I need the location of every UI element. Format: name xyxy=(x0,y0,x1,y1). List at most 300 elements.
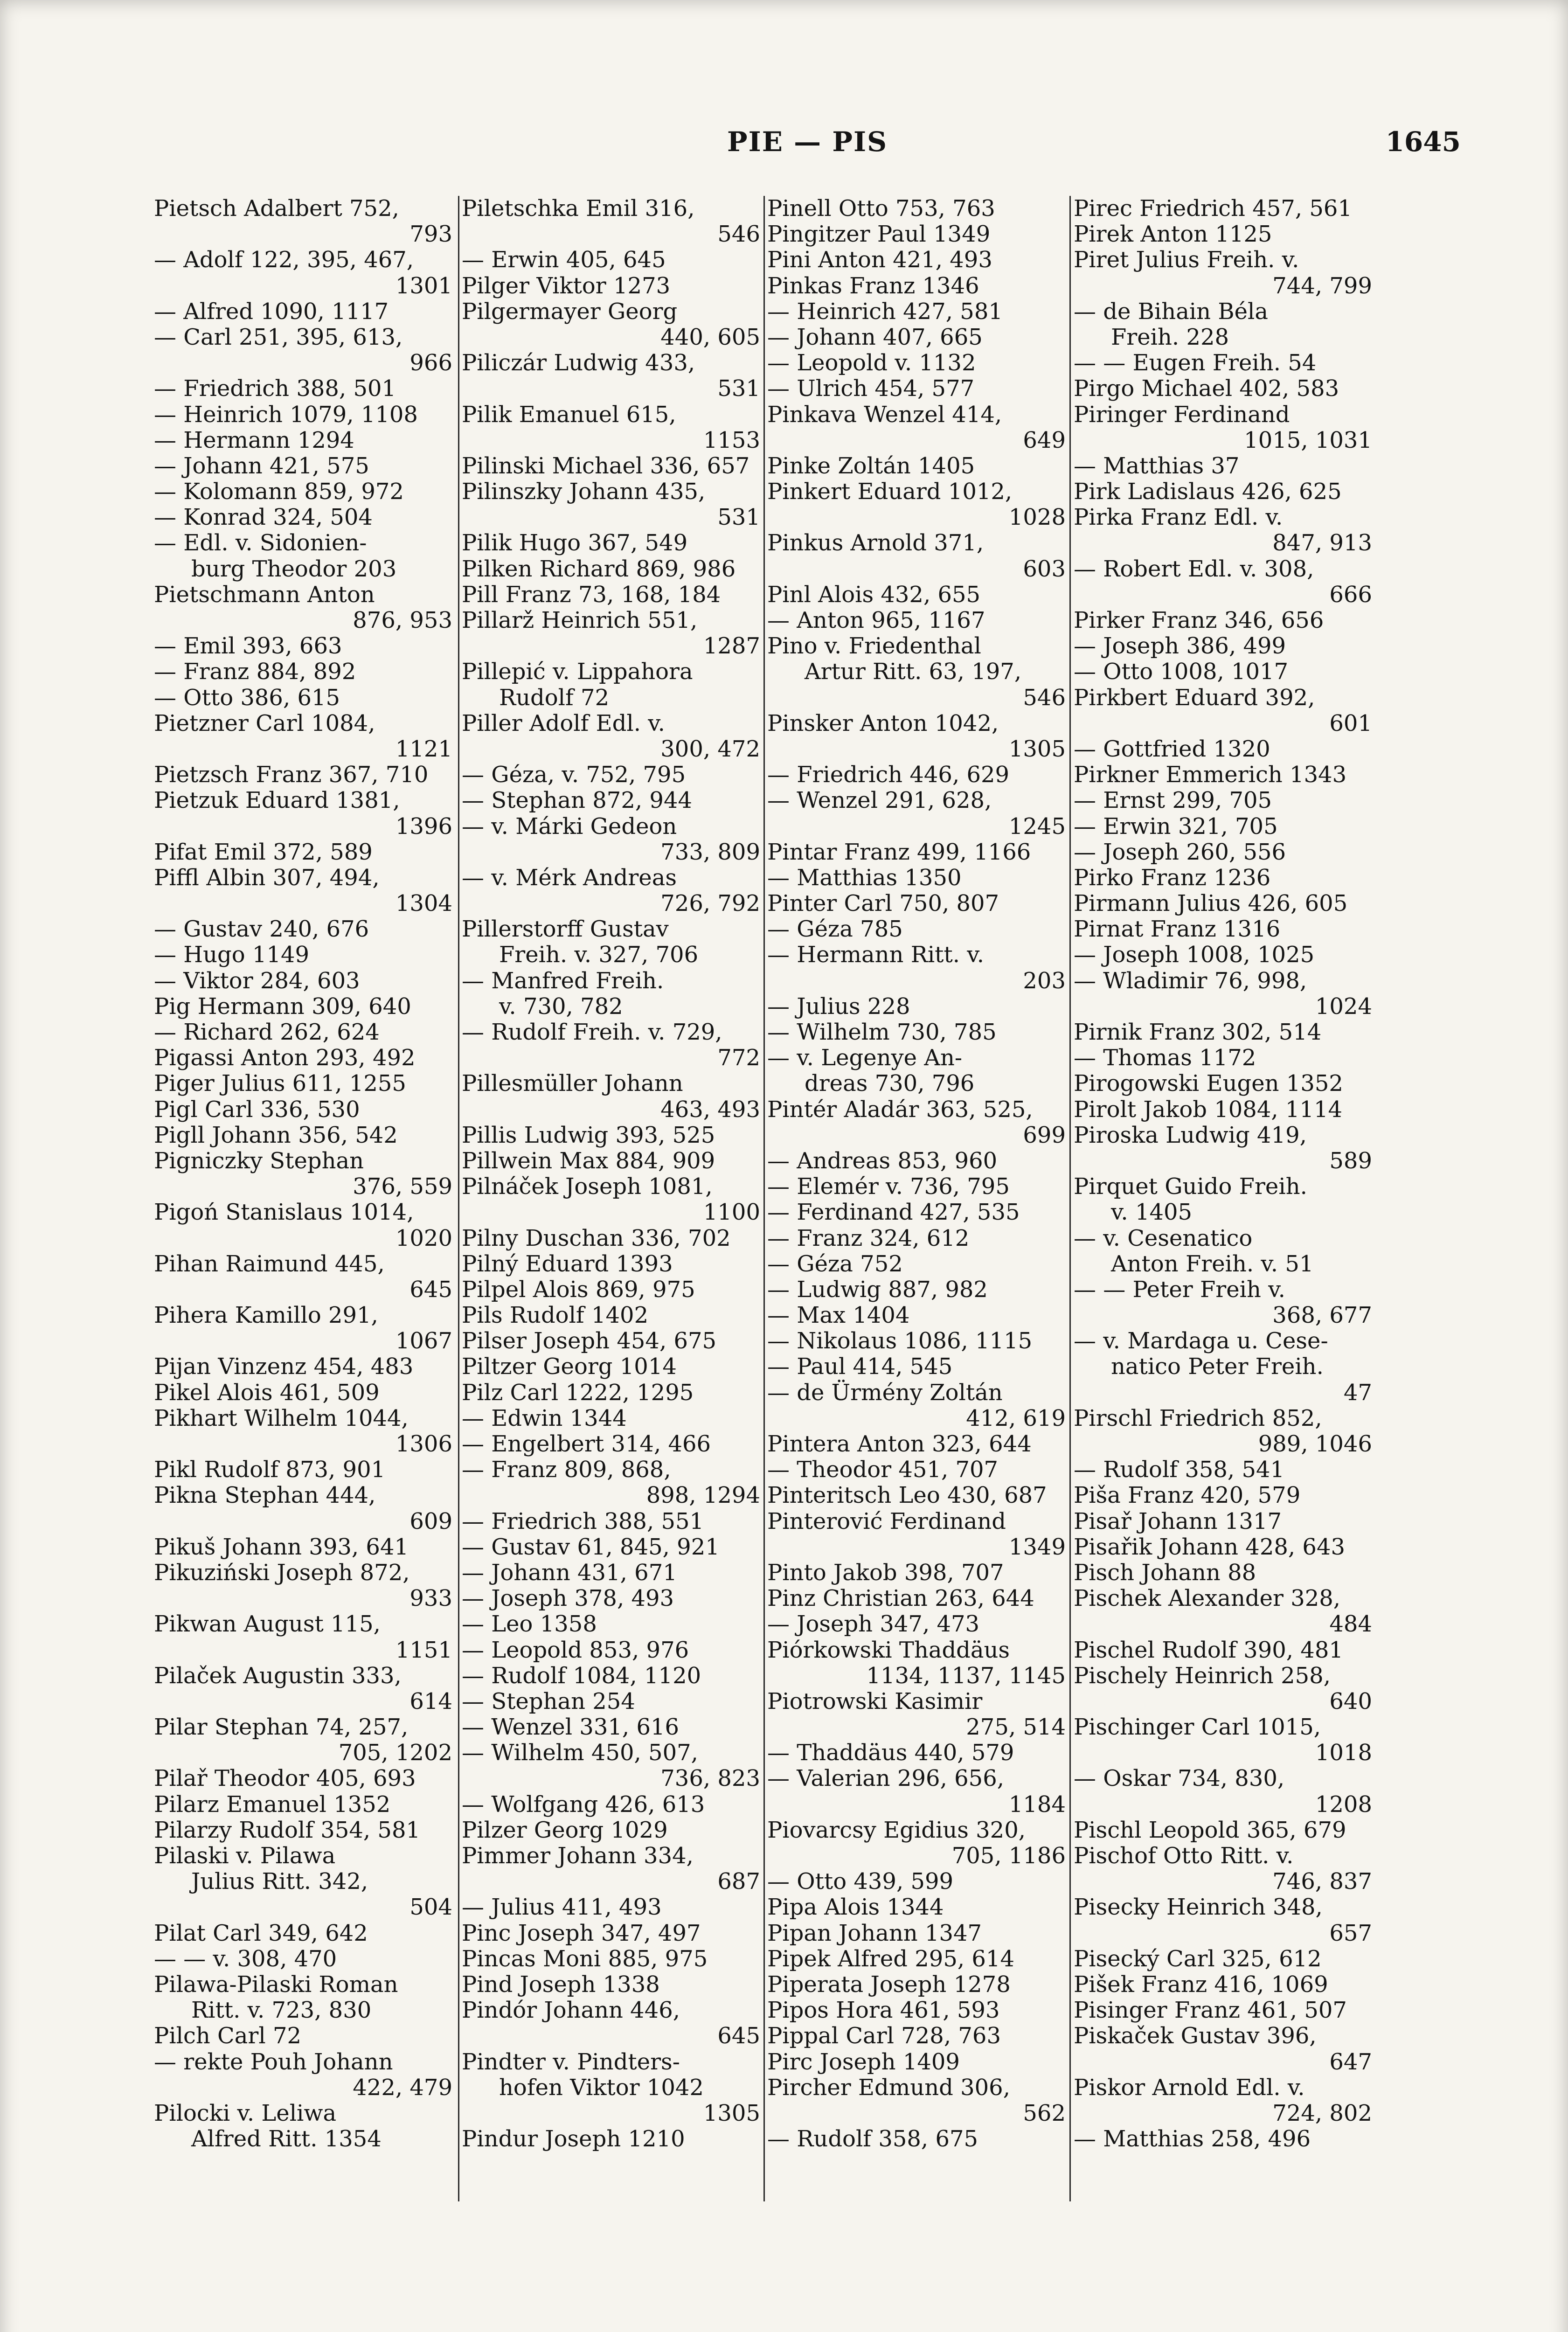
index-entry: — Wenzel 331, 616 xyxy=(462,1714,680,1741)
index-entry: — Matthias 258, 496 xyxy=(1074,2126,1311,2152)
index-entry: — Kolomann 859, 972 xyxy=(154,479,404,505)
index-entry: — rekte Pouh Johann xyxy=(154,2048,393,2075)
index-entry: 1305 xyxy=(1008,736,1066,762)
index-entry: 933 xyxy=(409,1585,452,1612)
index-entry: — Max 1404 xyxy=(767,1302,910,1329)
index-entry: 746, 837 xyxy=(1272,1868,1372,1895)
index-entry: Piret Julius Freih. v. xyxy=(1074,247,1299,273)
index-entry: — Heinrich 427, 581 xyxy=(767,298,1003,325)
index-entry: 368, 677 xyxy=(1272,1302,1372,1329)
column-divider xyxy=(1069,196,1071,2201)
index-entry: — v. Legenye An- xyxy=(767,1045,963,1071)
index-entry: Pintera Anton 323, 644 xyxy=(767,1431,1032,1457)
index-entry: 649 xyxy=(1023,427,1066,453)
index-entry: Pipos Hora 461, 593 xyxy=(767,1997,1000,2024)
index-entry: — Franz 884, 892 xyxy=(154,659,356,685)
index-entry: — Julius 411, 493 xyxy=(462,1894,662,1921)
index-entry: — Nikolaus 1086, 1115 xyxy=(767,1328,1033,1354)
index-entry: — Andreas 853, 960 xyxy=(767,1147,998,1174)
index-entry: — Géza 785 xyxy=(767,916,903,943)
index-entry: Pillis Ludwig 393, 525 xyxy=(462,1122,715,1148)
index-entry: — Leopold v. 1132 xyxy=(767,350,976,376)
index-entry: — Otto 439, 599 xyxy=(767,1868,954,1895)
index-entry: Pietzsch Franz 367, 710 xyxy=(154,762,429,788)
index-entry: — de Ürmény Zoltán xyxy=(767,1379,1003,1406)
index-entry: 1100 xyxy=(703,1199,760,1226)
index-entry: Pintér Aladár 363, 525, xyxy=(767,1096,1033,1123)
index-entry: Pirko Franz 1236 xyxy=(1074,864,1271,891)
index-entry: Pilný Eduard 1393 xyxy=(462,1250,673,1277)
index-entry: Freih. v. 327, 706 xyxy=(499,942,699,968)
index-entry: Pisař Johann 1317 xyxy=(1074,1508,1282,1534)
index-entry: Pindór Johann 446, xyxy=(462,1997,680,2024)
index-entry: Pischely Heinrich 258, xyxy=(1074,1662,1331,1689)
index-entry: 657 xyxy=(1329,1920,1372,1946)
index-entry: Alfred Ritt. 1354 xyxy=(191,2126,382,2152)
index-entry: Pipan Johann 1347 xyxy=(767,1920,982,1946)
index-entry: Pilger Viktor 1273 xyxy=(462,272,671,299)
index-entry: Pischof Otto Ritt. v. xyxy=(1074,1843,1294,1869)
index-entry: Pisecky Heinrich 348, xyxy=(1074,1894,1323,1921)
index-entry: Pilaski v. Pilawa xyxy=(154,1843,336,1869)
index-entry: Piórkowski Thaddäus xyxy=(767,1637,1010,1663)
index-entry: Pilinszky Johann 435, xyxy=(462,479,706,505)
index-entry: 603 xyxy=(1023,555,1066,582)
index-entry: Pirogowski Eugen 1352 xyxy=(1074,1070,1343,1097)
index-entry: Pillesmüller Johann xyxy=(462,1070,683,1097)
index-entry: — Paul 414, 545 xyxy=(767,1353,953,1380)
index-entry: — Carl 251, 395, 613, xyxy=(154,324,403,350)
index-entry: 1208 xyxy=(1315,1791,1372,1818)
index-entry: 546 xyxy=(1023,684,1066,711)
index-entry: — Hermann Ritt. v. xyxy=(767,942,984,968)
index-entry: Pisinger Franz 461, 507 xyxy=(1074,1997,1347,2024)
index-entry: Pinterović Ferdinand xyxy=(767,1508,1006,1534)
index-entry: Ritt. v. 723, 830 xyxy=(191,1997,372,2024)
index-entry: — Wilhelm 730, 785 xyxy=(767,1019,997,1045)
index-entry: Pilgermayer Georg xyxy=(462,298,678,325)
index-entry: 1306 xyxy=(395,1431,452,1457)
index-entry: dreas 730, 796 xyxy=(805,1070,975,1097)
index-entry: — Rudolf Freih. v. 729, xyxy=(462,1019,722,1045)
index-entry: Pinc Joseph 347, 497 xyxy=(462,1920,701,1946)
index-entry: Pinto Jakob 398, 707 xyxy=(767,1559,1004,1586)
index-entry: Piskaček Gustav 396, xyxy=(1074,2023,1317,2049)
index-entry: Piliczár Ludwig 433, xyxy=(462,350,695,376)
index-entry: 300, 472 xyxy=(660,736,760,762)
index-entry: 601 xyxy=(1329,710,1372,736)
index-entry: — Robert Edl. v. 308, xyxy=(1074,555,1314,582)
index-entry: 1020 xyxy=(395,1225,452,1251)
index-entry: Pilpel Alois 869, 975 xyxy=(462,1276,695,1303)
index-entry: Pinkert Eduard 1012, xyxy=(767,479,1013,505)
index-entry: 1305 xyxy=(703,2100,760,2126)
index-entry: burg Theodor 203 xyxy=(191,555,397,582)
index-entry: — Gottfried 1320 xyxy=(1074,736,1270,762)
index-entry: — Viktor 284, 603 xyxy=(154,967,360,994)
index-entry: Pietzner Carl 1084, xyxy=(154,710,375,736)
index-entry: 705, 1186 xyxy=(951,1843,1066,1869)
index-entry: 47 xyxy=(1343,1379,1372,1406)
index-entry: Pisařik Johann 428, 643 xyxy=(1074,1534,1346,1560)
index-entry: Pinkas Franz 1346 xyxy=(767,272,979,299)
index-entry: — Alfred 1090, 1117 xyxy=(154,298,389,325)
index-entry: hofen Viktor 1042 xyxy=(499,2074,704,2101)
index-entry: — Wenzel 291, 628, xyxy=(767,787,992,814)
index-entry: Pihera Kamillo 291, xyxy=(154,1302,378,1329)
index-entry: — Otto 386, 615 xyxy=(154,684,340,711)
index-entry: Pig Hermann 309, 640 xyxy=(154,993,411,1020)
index-entry: — Elemér v. 736, 795 xyxy=(767,1173,1010,1200)
index-entry: Pilawa-Pilaski Roman xyxy=(154,1971,398,1998)
index-entry: Piperata Joseph 1278 xyxy=(767,1971,1011,1998)
index-entry: Pilny Duschan 336, 702 xyxy=(462,1225,731,1251)
index-entry: Pillwein Max 884, 909 xyxy=(462,1147,715,1174)
index-entry: — Wolfgang 426, 613 xyxy=(462,1791,705,1818)
index-entry: Pilaček Augustin 333, xyxy=(154,1662,402,1689)
index-entry: 440, 605 xyxy=(660,324,760,350)
index-entry: 640 xyxy=(1329,1688,1372,1714)
index-entry: Pijan Vinzenz 454, 483 xyxy=(154,1353,414,1380)
index-entry: Piger Julius 611, 1255 xyxy=(154,1070,406,1097)
index-entry: 484 xyxy=(1329,1611,1372,1638)
index-entry: 989, 1046 xyxy=(1258,1431,1372,1457)
index-entry: 705, 1202 xyxy=(338,1740,452,1766)
index-entry: Rudolf 72 xyxy=(499,684,610,711)
index-entry: Pietzuk Eduard 1381, xyxy=(154,787,400,814)
index-entry: Pigniczky Stephan xyxy=(154,1147,364,1174)
index-entry: Anton Freih. v. 51 xyxy=(1111,1250,1314,1277)
index-entry: Pini Anton 421, 493 xyxy=(767,247,992,273)
index-entry: Pisecký Carl 325, 612 xyxy=(1074,1945,1322,1972)
index-entry: Pirnik Franz 302, 514 xyxy=(1074,1019,1322,1045)
index-entry: Piotrowski Kasimir xyxy=(767,1688,983,1714)
index-entry: — Julius 228 xyxy=(767,993,910,1020)
index-entry: Pigl Carl 336, 530 xyxy=(154,1096,360,1123)
index-entry: Pifat Emil 372, 589 xyxy=(154,839,373,865)
index-entry: Pils Rudolf 1402 xyxy=(462,1302,649,1329)
page-title: PIE — PIS xyxy=(727,126,888,158)
index-entry: Pinke Zoltán 1405 xyxy=(767,452,975,479)
index-entry: Pipa Alois 1344 xyxy=(767,1894,944,1921)
index-entry: — Ulrich 454, 577 xyxy=(767,375,975,402)
index-entry: — v. Mérk Andreas xyxy=(462,864,677,891)
index-entry: — Joseph 1008, 1025 xyxy=(1074,942,1315,968)
index-entry: Pindur Joseph 1210 xyxy=(462,2126,685,2152)
index-entry: 1396 xyxy=(395,813,452,840)
index-entry: Pischl Leopold 365, 679 xyxy=(1074,1817,1346,1843)
index-entry: — Johann 407, 665 xyxy=(767,324,983,350)
index-entry: 504 xyxy=(409,1894,452,1921)
column-divider xyxy=(763,196,765,2201)
index-entry: — Franz 809, 868, xyxy=(462,1457,671,1483)
index-entry: Pirquet Guido Freih. xyxy=(1074,1173,1307,1200)
index-entry: 724, 802 xyxy=(1272,2100,1372,2126)
index-entry: Pirmann Julius 426, 605 xyxy=(1074,890,1348,917)
index-columns xyxy=(154,196,1460,2211)
index-entry: Pischinger Carl 1015, xyxy=(1074,1714,1321,1741)
index-entry: 1067 xyxy=(395,1328,452,1354)
index-entry: Pingitzer Paul 1349 xyxy=(767,221,991,248)
index-entry: — Wilhelm 450, 507, xyxy=(462,1740,698,1766)
index-entry: — — Eugen Freih. 54 xyxy=(1074,350,1317,376)
index-entry: Piša Franz 420, 579 xyxy=(1074,1482,1301,1509)
index-entry: 793 xyxy=(409,221,452,248)
index-entry: — Matthias 1350 xyxy=(767,864,962,891)
index-entry: — Konrad 324, 504 xyxy=(154,504,373,531)
index-entry: 203 xyxy=(1023,967,1066,994)
index-entry: Pilat Carl 349, 642 xyxy=(154,1920,368,1946)
index-entry: Pikuziński Joseph 872, xyxy=(154,1559,410,1586)
index-entry: Pilarz Emanuel 1352 xyxy=(154,1791,391,1818)
index-entry: Pilinski Michael 336, 657 xyxy=(462,452,750,479)
index-entry: Pillarž Heinrich 551, xyxy=(462,607,698,633)
index-entry: — Friedrich 388, 551 xyxy=(462,1508,704,1534)
index-entry: Pilz Carl 1222, 1295 xyxy=(462,1379,694,1406)
index-entry: v. 730, 782 xyxy=(499,993,623,1020)
index-entry: — Franz 324, 612 xyxy=(767,1225,970,1251)
index-entry: Pišek Franz 416, 1069 xyxy=(1074,1971,1328,1998)
index-entry: Pinsker Anton 1042, xyxy=(767,710,999,736)
index-entry: Pikuš Johann 393, 641 xyxy=(154,1534,409,1560)
index-entry: 898, 1294 xyxy=(646,1482,760,1509)
index-entry: Pikel Alois 461, 509 xyxy=(154,1379,380,1406)
index-entry: Pikna Stephan 444, xyxy=(154,1482,376,1509)
index-entry: Pigoń Stanislaus 1014, xyxy=(154,1199,414,1226)
index-entry: Pilik Emanuel 615, xyxy=(462,401,676,428)
index-entry: Pinkus Arnold 371, xyxy=(767,530,984,556)
index-entry: — Rudolf 358, 541 xyxy=(1074,1457,1285,1483)
index-entry: — Johann 421, 575 xyxy=(154,452,369,479)
index-entry: 736, 823 xyxy=(660,1765,760,1792)
index-entry: Pino v. Friedenthal xyxy=(767,633,981,659)
index-entry: Pilik Hugo 367, 549 xyxy=(462,530,688,556)
index-column-2 xyxy=(462,196,760,2152)
index-entry: Piltzer Georg 1014 xyxy=(462,1353,677,1380)
index-entry: — Erwin 405, 645 xyxy=(462,247,666,273)
index-entry: — Emil 393, 663 xyxy=(154,633,342,659)
index-entry: — Rudolf 358, 675 xyxy=(767,2126,978,2152)
index-entry: Pintar Franz 499, 1166 xyxy=(767,839,1031,865)
index-entry: Pisch Johann 88 xyxy=(1074,1559,1256,1586)
index-entry: — Oskar 734, 830, xyxy=(1074,1765,1285,1792)
index-entry: 412, 619 xyxy=(966,1405,1066,1431)
index-entry: Pind Joseph 1338 xyxy=(462,1971,660,1998)
index-entry: Piroska Ludwig 419, xyxy=(1074,1122,1307,1148)
index-entry: Freih. 228 xyxy=(1111,324,1229,350)
index-entry: — Engelbert 314, 466 xyxy=(462,1431,711,1457)
index-entry: Pietschmann Anton xyxy=(154,581,375,608)
index-entry: Pirschl Friedrich 852, xyxy=(1074,1405,1322,1431)
index-entry: 876, 953 xyxy=(353,607,452,633)
index-entry: — Otto 1008, 1017 xyxy=(1074,659,1289,685)
index-entry: Piskor Arnold Edl. v. xyxy=(1074,2074,1305,2101)
index-entry: 1245 xyxy=(1008,813,1066,840)
index-entry: Pietsch Adalbert 752, xyxy=(154,195,399,222)
index-entry: — Leopold 853, 976 xyxy=(462,1637,689,1663)
index-entry: Pill Franz 73, 168, 184 xyxy=(462,581,721,608)
index-entry: — de Bihain Béla xyxy=(1074,298,1268,325)
index-entry: Pischek Alexander 328, xyxy=(1074,1585,1341,1612)
index-entry: Pischel Rudolf 390, 481 xyxy=(1074,1637,1343,1663)
index-entry: Piovarcsy Egidius 320, xyxy=(767,1817,1026,1843)
index-entry: Pinter Carl 750, 807 xyxy=(767,890,999,917)
index-entry: 1028 xyxy=(1008,504,1066,531)
index-entry: Pinl Alois 432, 655 xyxy=(767,581,981,608)
index-entry: 275, 514 xyxy=(966,1714,1066,1741)
index-entry: Pihan Raimund 445, xyxy=(154,1250,385,1277)
index-entry: — Gustav 61, 845, 921 xyxy=(462,1534,720,1560)
index-entry: 1134, 1137, 1145 xyxy=(866,1662,1066,1689)
index-entry: Piller Adolf Edl. v. xyxy=(462,710,665,736)
index-entry: 1015, 1031 xyxy=(1244,427,1372,453)
index-entry: Piletschka Emil 316, xyxy=(462,195,695,222)
index-entry: — Stephan 254 xyxy=(462,1688,635,1714)
index-entry: 647 xyxy=(1329,2048,1372,2075)
index-entry: — v. Cesenatico xyxy=(1074,1225,1253,1251)
index-entry: 966 xyxy=(409,350,452,376)
index-entry: Pirka Franz Edl. v. xyxy=(1074,504,1283,531)
index-entry: Piringer Ferdinand xyxy=(1074,401,1290,428)
index-entry: Pindter v. Pindters- xyxy=(462,2048,680,2075)
index-entry: Pinkava Wenzel 414, xyxy=(767,401,1002,428)
index-entry: 1287 xyxy=(703,633,760,659)
index-entry: Pippal Carl 728, 763 xyxy=(767,2023,1001,2049)
index-entry: Pinell Otto 753, 763 xyxy=(767,195,995,222)
index-entry: — Hermann 1294 xyxy=(154,427,354,453)
index-entry: — Ferdinand 427, 535 xyxy=(767,1199,1020,1226)
index-entry: — Joseph 260, 556 xyxy=(1074,839,1286,865)
index-column-1 xyxy=(154,196,452,2152)
index-entry: 1151 xyxy=(395,1637,452,1663)
index-entry: — Rudolf 1084, 1120 xyxy=(462,1662,701,1689)
index-entry: — Richard 262, 624 xyxy=(154,1019,380,1045)
index-entry: 1184 xyxy=(1008,1791,1066,1818)
index-entry: 531 xyxy=(717,504,760,531)
index-entry: — Friedrich 388, 501 xyxy=(154,375,396,402)
index-entry: Pilocki v. Leliwa xyxy=(154,2100,337,2126)
index-entry: 1121 xyxy=(395,736,452,762)
index-entry: — Joseph 378, 493 xyxy=(462,1585,674,1612)
index-entry: Pirc Joseph 1409 xyxy=(767,2048,960,2075)
index-entry: Pimmer Johann 334, xyxy=(462,1843,694,1869)
index-entry: 422, 479 xyxy=(353,2074,452,2101)
index-entry: — Edwin 1344 xyxy=(462,1405,627,1431)
index-entry: — Theodor 451, 707 xyxy=(767,1457,999,1483)
index-entry: 1018 xyxy=(1315,1740,1372,1766)
index-entry: Pinz Christian 263, 644 xyxy=(767,1585,1034,1612)
index-entry: — Thaddäus 440, 579 xyxy=(767,1740,1014,1766)
index-entry: Pikwan August 115, xyxy=(154,1611,381,1638)
index-entry: 546 xyxy=(717,221,760,248)
index-entry: — Stephan 872, 944 xyxy=(462,787,693,814)
index-entry: Pilarzy Rudolf 354, 581 xyxy=(154,1817,421,1843)
index-entry: Pinteritsch Leo 430, 687 xyxy=(767,1482,1047,1509)
index-entry: — Edl. v. Sidonien- xyxy=(154,530,367,556)
index-entry: 772 xyxy=(717,1045,760,1071)
index-entry: 1153 xyxy=(703,427,760,453)
index-entry: 1304 xyxy=(395,890,452,917)
index-entry: Pillerstorff Gustav xyxy=(462,916,669,943)
index-entry: 699 xyxy=(1023,1122,1066,1148)
index-entry: — Anton 965, 1167 xyxy=(767,607,985,633)
index-entry: Pirgo Michael 402, 583 xyxy=(1074,375,1339,402)
index-entry: — Adolf 122, 395, 467, xyxy=(154,247,414,273)
index-entry: 687 xyxy=(717,1868,760,1895)
index-entry: Pilken Richard 869, 986 xyxy=(462,555,736,582)
index-entry: Pirkner Emmerich 1343 xyxy=(1074,762,1347,788)
index-entry: Pilser Joseph 454, 675 xyxy=(462,1328,717,1354)
index-entry: — Ernst 299, 705 xyxy=(1074,787,1272,814)
index-entry: Pilzer Georg 1029 xyxy=(462,1817,668,1843)
index-entry: Pikhart Wilhelm 1044, xyxy=(154,1405,409,1431)
index-entry: 1301 xyxy=(395,272,452,299)
index-entry: Piffl Albin 307, 494, xyxy=(154,864,380,891)
index-entry: Pikl Rudolf 873, 901 xyxy=(154,1457,386,1483)
page-number: 1645 xyxy=(1385,126,1461,158)
index-entry: — Manfred Freih. xyxy=(462,967,664,994)
index-entry: Pirnat Franz 1316 xyxy=(1074,916,1281,943)
index-entry: 589 xyxy=(1329,1147,1372,1174)
index-entry: — — Peter Freih v. xyxy=(1074,1276,1285,1303)
index-entry: Pilch Carl 72 xyxy=(154,2023,302,2049)
index-entry: 645 xyxy=(717,2023,760,2049)
index-entry: — Géza, v. 752, 795 xyxy=(462,762,686,788)
index-entry: Pillepić v. Lippahora xyxy=(462,659,693,685)
index-entry: 645 xyxy=(409,1276,452,1303)
index-entry: 609 xyxy=(409,1508,452,1534)
index-entry: 562 xyxy=(1023,2100,1066,2126)
index-entry: — Wladimir 76, 998, xyxy=(1074,967,1307,994)
index-entry: 744, 799 xyxy=(1272,272,1372,299)
index-entry: Pirec Friedrich 457, 561 xyxy=(1074,195,1352,222)
index-entry: — Valerian 296, 656, xyxy=(767,1765,1004,1792)
index-entry: — v. Mardaga u. Cese- xyxy=(1074,1328,1328,1354)
index-entry: 463, 493 xyxy=(660,1096,760,1123)
index-entry: 376, 559 xyxy=(353,1173,452,1200)
index-entry: — Friedrich 446, 629 xyxy=(767,762,1010,788)
index-entry: — Ludwig 887, 982 xyxy=(767,1276,988,1303)
index-entry: Pirolt Jakob 1084, 1114 xyxy=(1074,1096,1343,1123)
index-entry: Artur Ritt. 63, 197, xyxy=(805,659,1022,685)
index-entry: 733, 809 xyxy=(660,839,760,865)
index-entry: — Hugo 1149 xyxy=(154,942,310,968)
index-entry: Pigll Johann 356, 542 xyxy=(154,1122,398,1148)
index-entry: — Leo 1358 xyxy=(462,1611,597,1638)
index-column-3 xyxy=(767,196,1066,2152)
index-entry: — Matthias 37 xyxy=(1074,452,1240,479)
index-entry: — — v. 308, 470 xyxy=(154,1945,337,1972)
index-column-4 xyxy=(1074,196,1372,2152)
index-entry: Pilař Theodor 405, 693 xyxy=(154,1765,416,1792)
index-entry: — Johann 431, 671 xyxy=(462,1559,677,1586)
index-entry: Pincas Moni 885, 975 xyxy=(462,1945,708,1972)
index-entry: 847, 913 xyxy=(1272,530,1372,556)
index-entry: Pirek Anton 1125 xyxy=(1074,221,1272,248)
index-entry: 666 xyxy=(1329,581,1372,608)
index-entry: — Géza 752 xyxy=(767,1250,903,1277)
index-entry: Pirker Franz 346, 656 xyxy=(1074,607,1324,633)
index-entry: — Heinrich 1079, 1108 xyxy=(154,401,418,428)
index-entry: — Joseph 347, 473 xyxy=(767,1611,980,1638)
index-entry: Pilnáček Joseph 1081, xyxy=(462,1173,713,1200)
index-entry: Pilar Stephan 74, 257, xyxy=(154,1714,409,1741)
index-entry: Pircher Edmund 306, xyxy=(767,2074,1010,2101)
index-entry: 1024 xyxy=(1315,993,1372,1020)
index-entry: 726, 792 xyxy=(660,890,760,917)
column-divider xyxy=(458,196,459,2201)
index-entry: — Joseph 386, 499 xyxy=(1074,633,1286,659)
